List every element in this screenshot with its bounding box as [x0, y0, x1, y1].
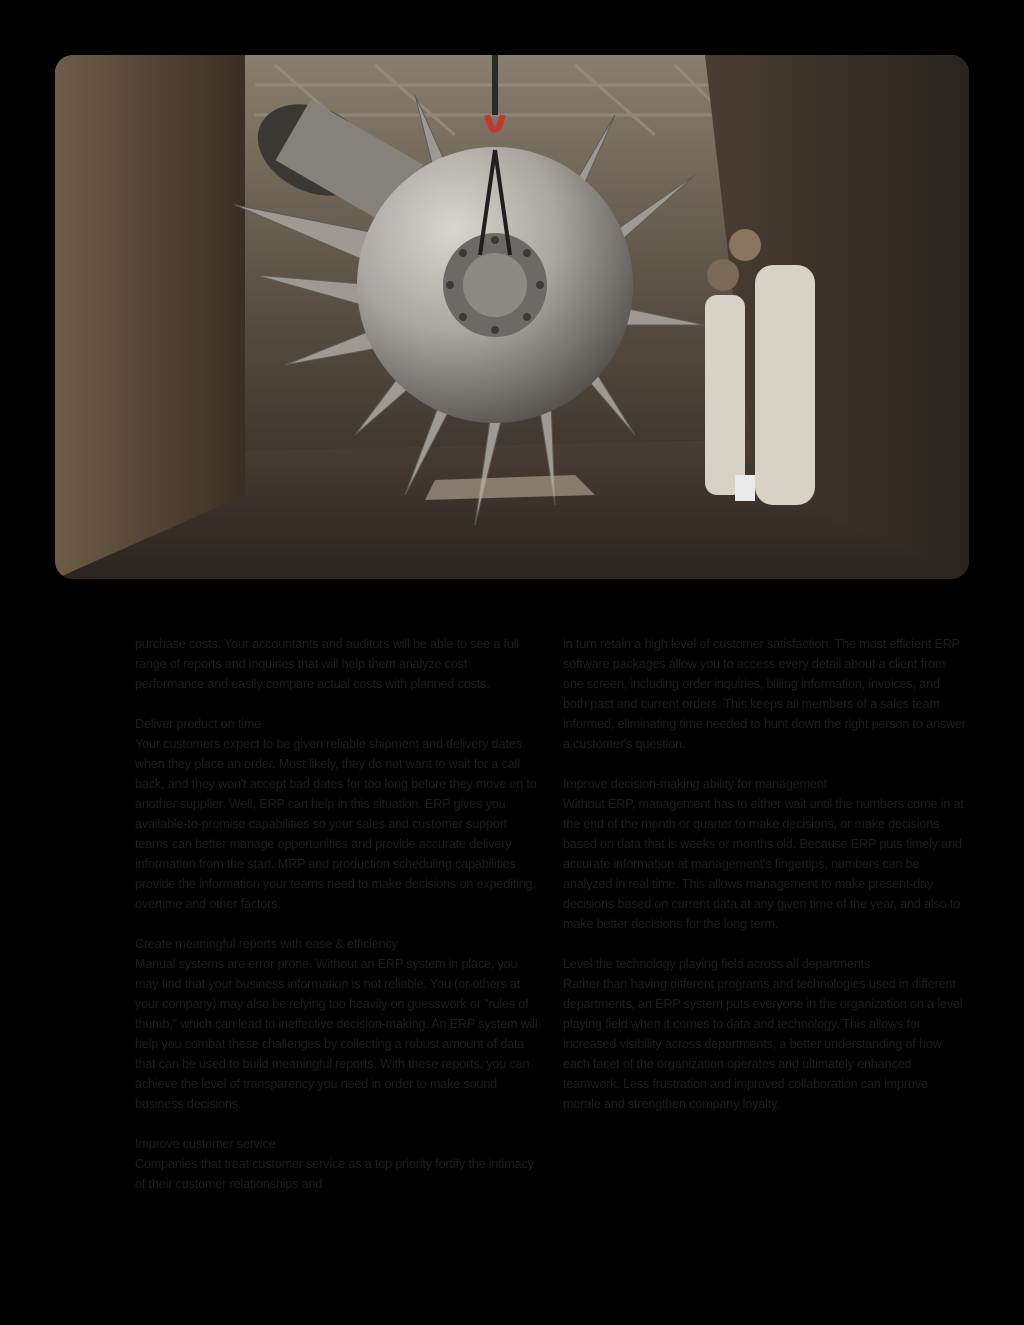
industrial-photo-icon: [55, 55, 969, 579]
paragraph-text: in turn retain a high level of customer satisfaction. The most efficient ERP software packages allow you to access every detail about a client from one screen, including order inquiries, billing information, invoices, and both past and current orders. This keeps all members of a sales team informed, eliminating time needed to hunt down the right person to answer a customer's question.: [563, 637, 966, 751]
paragraph-text: Your customers expect to be given reliable shipment and delivery dates when they place an order. Most likely, they do not want to wait for a call back, and they won't accept bad dates for too long before they move on to another supplier. Well, ERP can help in this situation. ERP gives you available-to-promise capabilities so your sales and customer support teams can better manage opportunities and provide accurate delivery information from the start. MRP and production scheduling capabilities provide the information your teams need to make decisions on expediting, overtime and other factors.: [135, 737, 537, 911]
section-heading: Create meaningful reports with ease & efficiency: [135, 937, 398, 951]
paragraph-text: purchase costs. Your accountants and auditors will be able to see a full range of reports and inquiries that will help them analyze cost performance and easily compare actual costs with planned costs.: [135, 637, 520, 691]
section-heading: Improve customer service: [135, 1137, 276, 1151]
paragraph-text: Companies that treat customer service as a top priority fortify the intimacy of their customer relationships and: [135, 1157, 534, 1191]
section-heading: Level the technology playing field across all departments: [563, 957, 871, 971]
paragraph-text: Manual systems are error prone. Without an ERP system in place, you may find that your business information is not reliable. You (or others at your company) may also be relying too heavily on guesswork or "rules of thumb," which can lead to ineffective decision-making. An ERP system will help you combat these challenges by collecting a robust amount of data that can be used to build meaningful reports. With these reports, you can achieve the level of transparency you need in order to make sound business decisions.: [135, 957, 538, 1111]
section-technology-field: [563, 954, 967, 1114]
hero-photo: [55, 55, 969, 579]
paragraph-text: Without ERP, management has to either wait until the numbers come in at the end of the month or quarter to make decisions, or make decisions based on data that is weeks or months old. Because ERP puts timely and accurate information at management's fingertips, numbers can be analyzed in real time. This allows management to make present-day decisions based on current data at any given time of the year, and also to make better decisions for the long term.: [563, 797, 964, 931]
section-heading: Improve decision-making ability for management: [563, 777, 827, 791]
section-heading: Deliver product on time: [135, 717, 262, 731]
paragraph-text: Rather than having different programs and technologies used in different departments, an ERP system puts everyone in the organization on a level playing field when it comes to data and technology. This allows for increased visibility across departments, a better understanding of how each facet of the organization operates and ultimately enhanced teamwork. Less frustration and improved collaboration can improve morale and strengthen company loyalty.: [563, 977, 963, 1111]
section-deliver-product: [135, 714, 539, 914]
section-meaningful-reports: [135, 934, 539, 1114]
right-text-column: [563, 634, 967, 1134]
section-customer-service: [135, 1134, 539, 1194]
paragraph-block: [135, 634, 539, 694]
section-decision-making: [563, 774, 967, 934]
paragraph-block: [563, 634, 967, 754]
left-text-column: [135, 634, 539, 1214]
